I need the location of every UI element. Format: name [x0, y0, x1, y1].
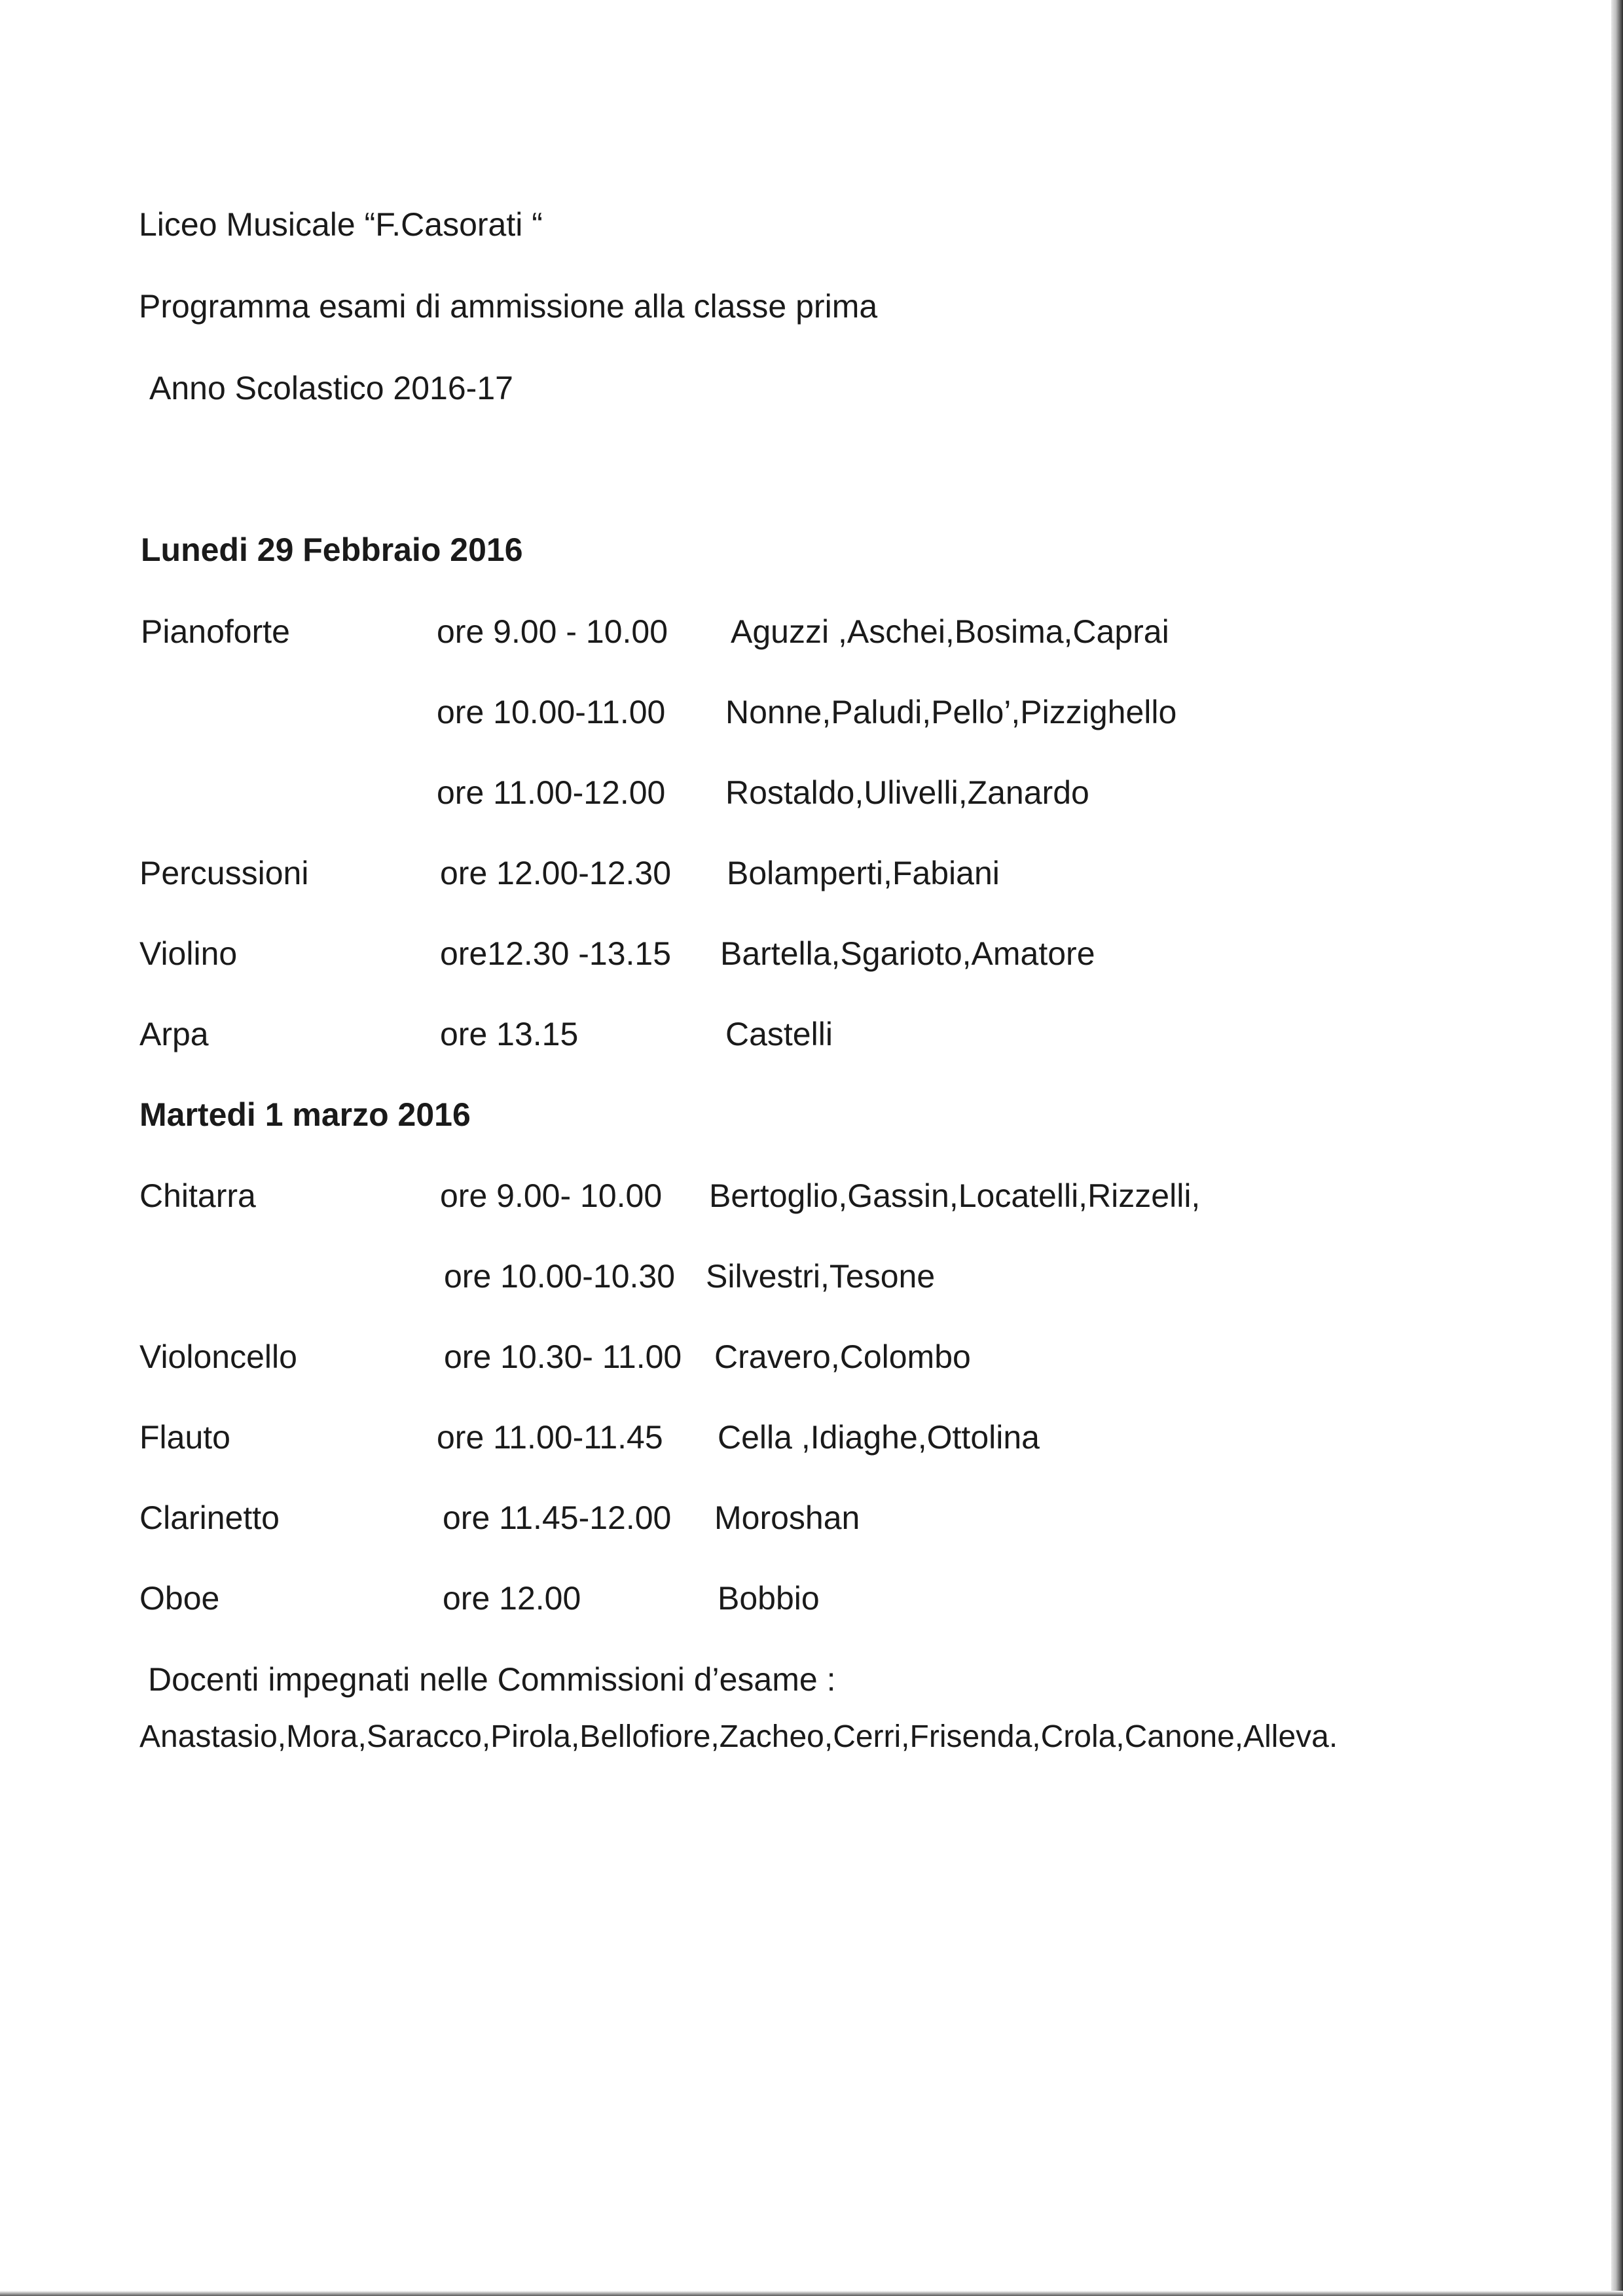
student-list: Cella ,Idiaghe,Ottolina [718, 1419, 1040, 1456]
student-list: Bolamperti,Fabiani [727, 855, 1000, 891]
time-slot: ore 10.00-11.00 [437, 694, 666, 730]
scan-edge-bottom [0, 2291, 1623, 2296]
instrument-label: Percussioni [139, 855, 309, 891]
schedule-row [0, 937, 1571, 977]
time-slot: ore 13.15 [440, 1016, 579, 1052]
committee-label: Docenti impegnati nelle Commissioni d’esame : [148, 1661, 836, 1698]
time-slot: ore12.30 -13.15 [440, 935, 672, 972]
schedule-row [0, 776, 1571, 816]
time-slot: ore 9.00- 10.00 [440, 1177, 663, 1214]
school-name: Liceo Musicale “F.Casorati “ [139, 206, 543, 243]
committee-names: Anastasio,Mora,Saracco,Pirola,Bellofiore,Zacheo,Cerri,Frisenda,Crola,Canone,Alleva. [139, 1719, 1338, 1754]
student-list: Moroshan [714, 1499, 860, 1536]
student-list: Castelli [725, 1016, 833, 1052]
day-heading-tuesday: Martedi 1 marzo 2016 [139, 1096, 471, 1133]
schedule-row [0, 1501, 1571, 1541]
instrument-label: Chitarra [139, 1177, 256, 1214]
instrument-label: Violino [139, 935, 238, 972]
instrument-label: Oboe [139, 1580, 220, 1617]
instrument-label: Flauto [139, 1419, 230, 1456]
time-slot: ore 12.00-12.30 [440, 855, 672, 891]
instrument-label: Arpa [139, 1016, 209, 1052]
instrument-label: Violoncello [139, 1338, 297, 1375]
schedule-row [0, 696, 1571, 735]
instrument-label: Clarinetto [139, 1499, 280, 1536]
student-list: Cravero,Colombo [714, 1338, 971, 1375]
schedule-row [0, 1582, 1571, 1621]
time-slot: ore 11.45-12.00 [443, 1499, 672, 1536]
time-slot: ore 12.00 [443, 1580, 581, 1617]
schedule-row [0, 1260, 1571, 1299]
time-slot: ore 10.30- 11.00 [444, 1338, 682, 1375]
program-title: Programma esami di ammissione alla classe prima [139, 288, 878, 325]
day-heading-monday: Lunedi 29 Febbraio 2016 [141, 531, 523, 568]
student-list: Nonne,Paludi,Pello’,Pizzighello [725, 694, 1177, 730]
time-slot: ore 10.00-10.30 [444, 1258, 676, 1295]
schedule-row [0, 857, 1571, 896]
schedule-row [0, 1340, 1571, 1380]
student-list: Bertoglio,Gassin,Locatelli,Rizzelli, [709, 1177, 1201, 1214]
schedule-row [0, 1179, 1571, 1219]
student-list: Rostaldo,Ulivelli,Zanardo [725, 774, 1089, 811]
student-list: Aguzzi ,Aschei,Bosima,Caprai [731, 613, 1169, 650]
school-year: Anno Scolastico 2016-17 [149, 370, 513, 406]
student-list: Bartella,Sgarioto,Amatore [720, 935, 1095, 972]
scan-edge-right [1611, 0, 1623, 2296]
time-slot: ore 11.00-12.00 [437, 774, 666, 811]
schedule-row [0, 615, 1571, 655]
instrument-label: Pianoforte [141, 613, 290, 650]
time-slot: ore 9.00 - 10.00 [437, 613, 668, 650]
student-list: Bobbio [718, 1580, 820, 1617]
student-list: Silvestri,Tesone [706, 1258, 936, 1295]
schedule-row [0, 1018, 1571, 1057]
time-slot: ore 11.00-11.45 [437, 1419, 663, 1456]
schedule-row [0, 1421, 1571, 1460]
